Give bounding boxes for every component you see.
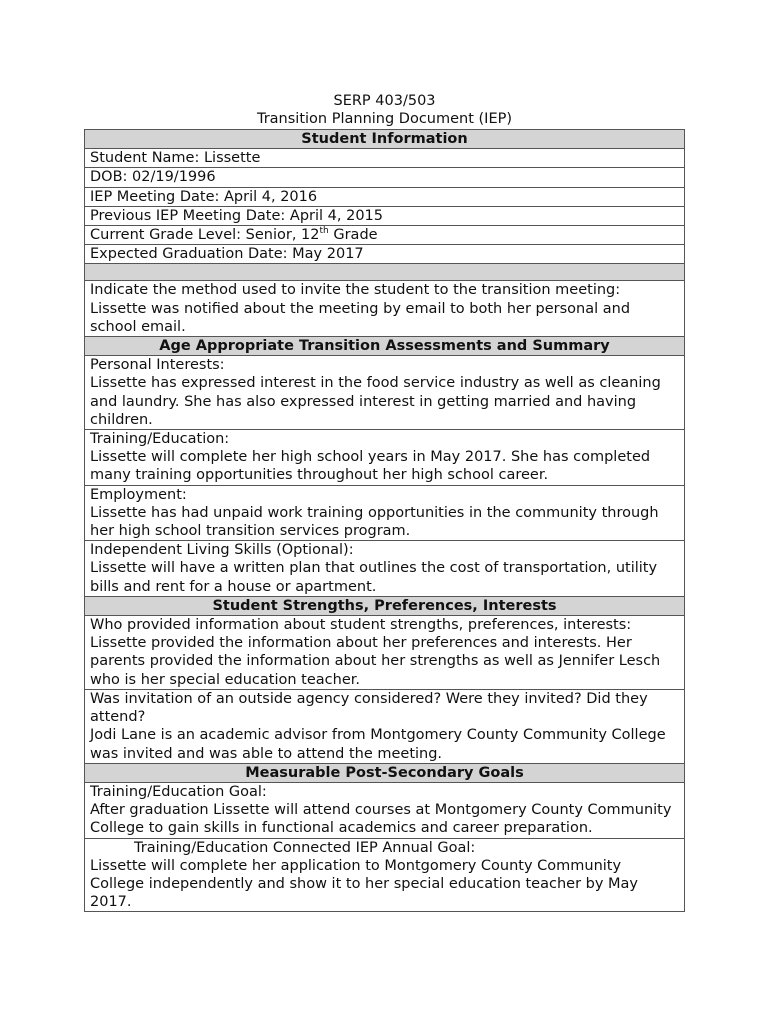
training-goal-text: After graduation Lissette will attend courses at Montgomery County Community College to gain skills in functional academics and career preparation. <box>90 802 672 837</box>
section-heading-strengths: Student Strengths, Preferences, Interests <box>85 596 685 615</box>
invite-method-answer: Lissette was notified about the meeting by email to both her personal and school email. <box>90 300 631 335</box>
grade-level-suffix: Grade <box>328 227 378 244</box>
employment-label: Employment: <box>90 486 187 503</box>
grade-ordinal-suffix: th <box>319 226 329 237</box>
transition-planning-table <box>84 129 685 912</box>
employment-cell <box>85 485 685 541</box>
outside-agency-text: Jodi Lane is an academic advisor from Montgomery County Community College was invited and was able to attend the meeting. <box>90 727 666 762</box>
strengths-source-text: Lissette provided the information about her preferences and interests. Her parents provided the information about her strengths as well as Jennifer Lesch who is her special education teacher. <box>90 635 661 688</box>
document-header <box>84 93 685 128</box>
training-education-label: Training/Education: <box>90 431 230 448</box>
document-title: Transition Planning Document (IEP) <box>256 110 513 127</box>
outside-agency-cell <box>85 689 685 763</box>
employment-text: Lissette has had unpaid work training opportunities in the community through her high school transition services program. <box>90 504 659 540</box>
blank-shaded-row <box>85 264 685 281</box>
student-dob: DOB: 02/19/1996 <box>85 168 685 187</box>
annual-goal-cell <box>85 838 685 912</box>
outside-agency-label: Was invitation of an outside agency considered? Were they invited? Did they attend? <box>90 690 648 726</box>
student-name: Student Name: Lissette <box>85 149 685 168</box>
personal-interests-label: Personal Interests: <box>90 357 225 374</box>
personal-interests-cell <box>85 356 685 430</box>
iep-meeting-date: IEP Meeting Date: April 4, 2016 <box>85 187 685 206</box>
previous-iep-meeting-date: Previous IEP Meeting Date: April 4, 2015 <box>85 206 685 225</box>
invite-method-cell <box>85 281 685 337</box>
expected-graduation-date: Expected Graduation Date: May 2017 <box>85 245 685 264</box>
personal-interests-text: Lissette has expressed interest in the food service industry as well as cleaning and laundry. She has also expressed interest in getting married and having children. <box>90 375 661 428</box>
current-grade-level <box>85 226 685 245</box>
section-heading-goals: Measurable Post-Secondary Goals <box>85 763 685 782</box>
strengths-source-cell <box>85 616 685 690</box>
annual-goal-label: Training/Education Connected IEP Annual Goal: <box>134 839 476 856</box>
independent-living-cell <box>85 541 685 597</box>
strengths-source-label: Who provided information about student strengths, preferences, interests: <box>90 617 632 634</box>
grade-level-text: Current Grade Level: Senior, 12 <box>90 227 320 244</box>
independent-living-text: Lissette will have a written plan that outlines the cost of transportation, utility bills and rent for a house or apartment. <box>90 560 658 595</box>
section-row <box>85 130 685 149</box>
course-code: SERP 403/503 <box>333 93 436 109</box>
training-education-cell <box>85 430 685 486</box>
section-heading-assessments: Age Appropriate Transition Assessments and Summary <box>85 337 685 356</box>
training-goal-cell <box>85 782 685 838</box>
invite-method-question: Indicate the method used to invite the student to the transition meeting: <box>90 282 621 299</box>
training-education-text: Lissette will complete her high school years in May 2017. She has completed many training opportunities throughout her high school career. <box>90 449 651 484</box>
independent-living-label: Independent Living Skills (Optional): <box>90 542 354 559</box>
training-goal-label: Training/Education Goal: <box>90 783 267 800</box>
annual-goal-text: Lissette will complete her application to Montgomery County Community College independently and show it to her special education teacher by May 2017. <box>90 857 639 911</box>
section-heading-student-information: Student Information <box>85 130 685 149</box>
